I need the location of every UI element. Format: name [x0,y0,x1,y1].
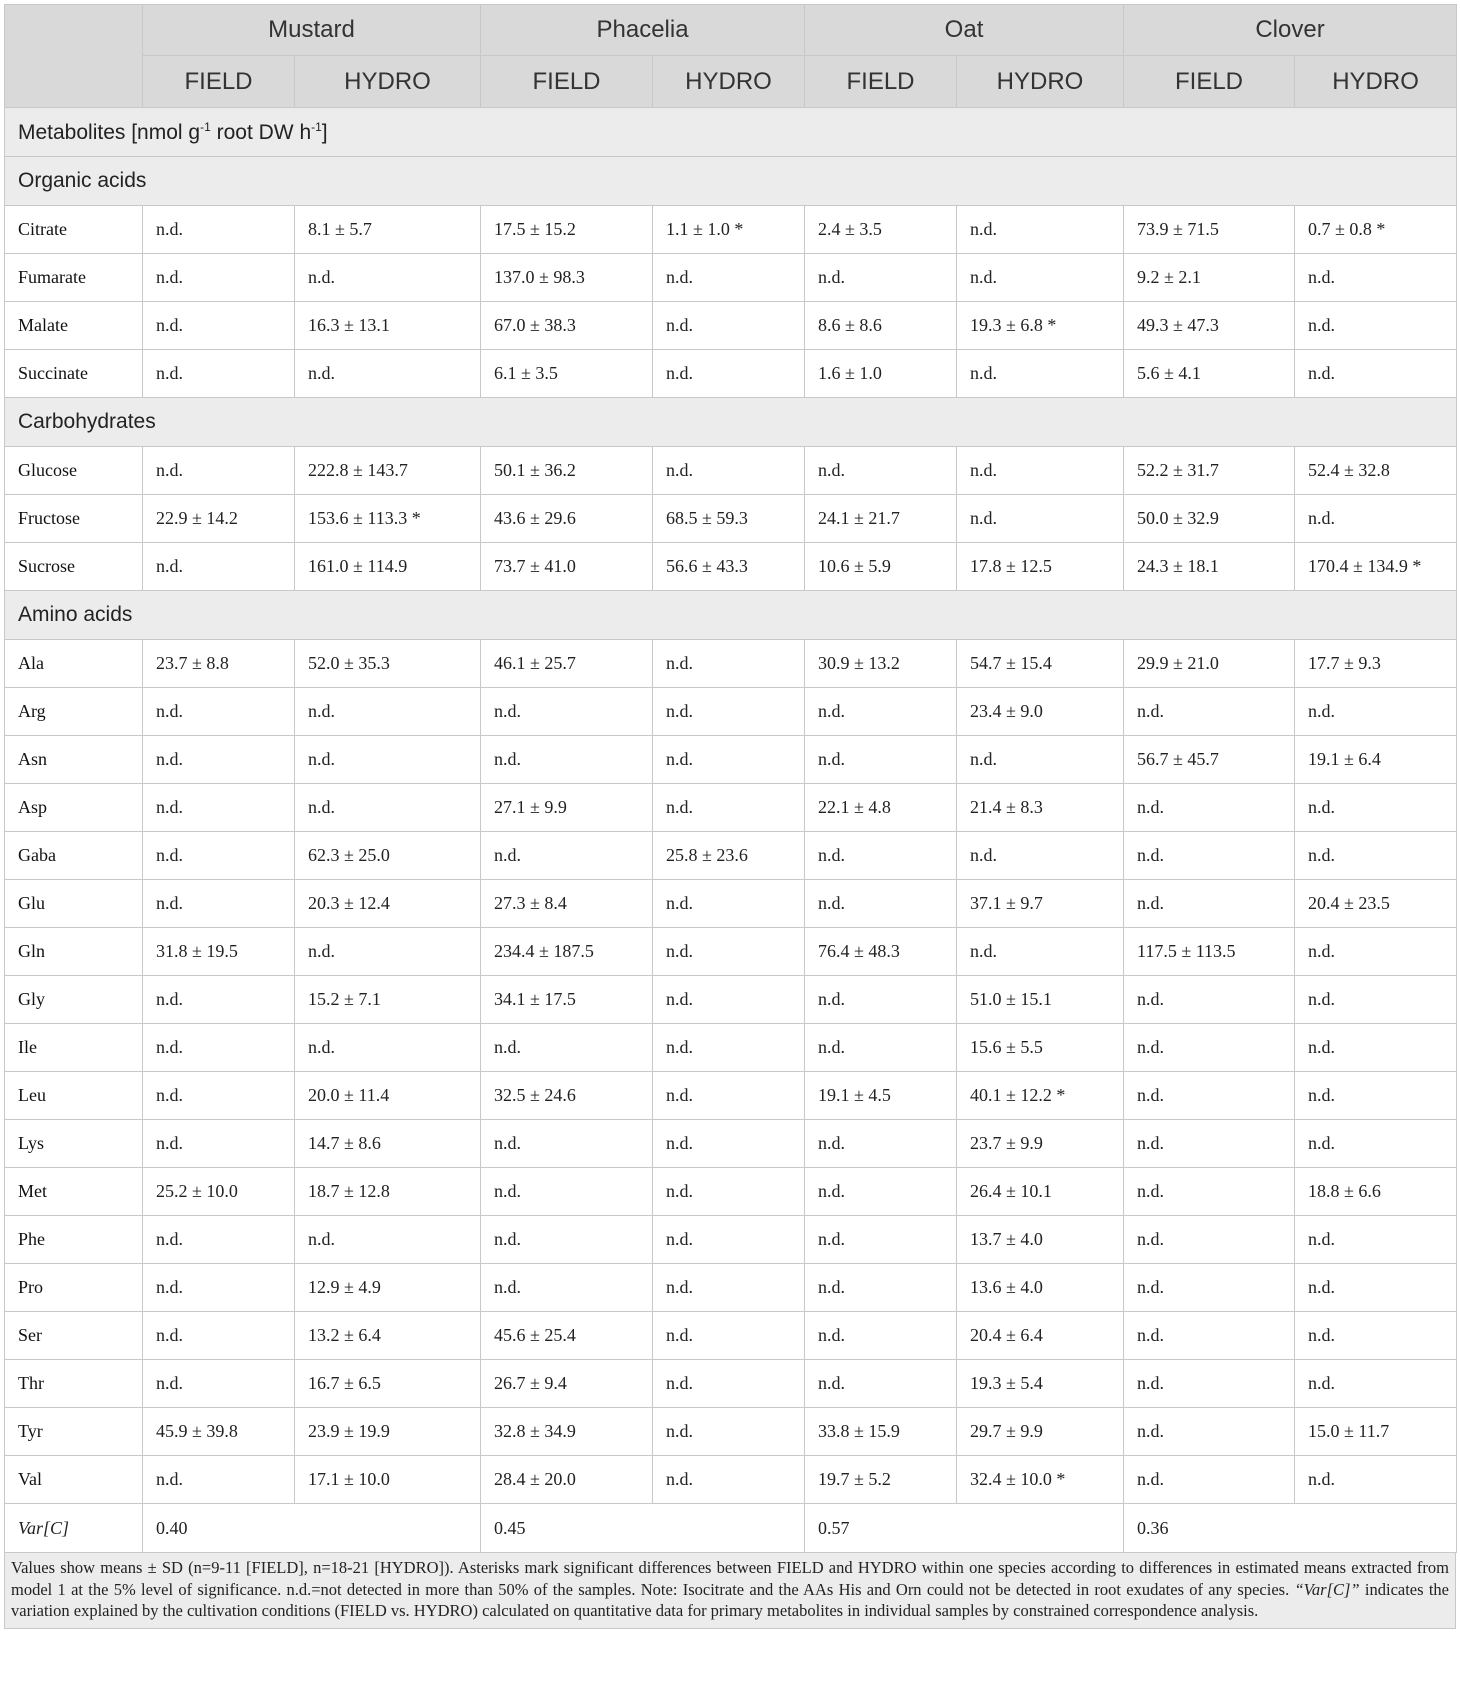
value-cell: 67.0 ± 38.3 [481,302,653,350]
value-cell: 18.8 ± 6.6 [1295,1168,1457,1216]
metabolite-name: Sucrose [5,543,143,591]
value-cell: 45.6 ± 25.4 [481,1312,653,1360]
value-cell: n.d. [295,1216,481,1264]
value-cell: n.d. [1295,254,1457,302]
value-cell: n.d. [653,1216,805,1264]
value-cell: 29.9 ± 21.0 [1124,640,1295,688]
metabolite-name: Pro [5,1264,143,1312]
table-row [5,1120,1457,1168]
value-cell: n.d. [653,1312,805,1360]
value-cell: n.d. [1124,1408,1295,1456]
table-container [4,4,1456,1629]
value-cell: n.d. [143,206,295,254]
value-cell: n.d. [143,736,295,784]
table-row [5,206,1457,254]
footnote-part1: Values show means ± SD (n=9-11 [FIELD], n=18-21 [HYDRO]). Asterisks mark significant differences between FIELD and HYDRO within one species according to differences in estimated means extracted from model 1 at the 5% level of significance. n.d.=not detected in more than 50% of the samples. Note: Isocitrate and the AAs His and Orn could not be detected in root exudates of any species. [11,1558,1449,1599]
value-cell: n.d. [1295,1456,1457,1504]
value-cell: n.d. [295,736,481,784]
value-cell: n.d. [295,928,481,976]
condition-header-field: FIELD [805,56,957,108]
value-cell: n.d. [1124,688,1295,736]
value-cell: 21.4 ± 8.3 [957,784,1124,832]
units-suffix: ] [321,120,328,144]
table-row [5,1312,1457,1360]
value-cell: 73.7 ± 41.0 [481,543,653,591]
value-cell: n.d. [143,447,295,495]
section-title: Carbohydrates [5,398,1457,447]
value-cell: n.d. [143,302,295,350]
table-row [5,302,1457,350]
value-cell: n.d. [1295,976,1457,1024]
table-row [5,447,1457,495]
table-row [5,1024,1457,1072]
value-cell: n.d. [805,447,957,495]
condition-header-hydro: HYDRO [957,56,1124,108]
value-cell: 234.4 ± 187.5 [481,928,653,976]
value-cell: n.d. [653,350,805,398]
value-cell: 56.6 ± 43.3 [653,543,805,591]
value-cell: 0.7 ± 0.8 * [1295,206,1457,254]
value-cell: n.d. [1124,976,1295,1024]
metabolite-name: Leu [5,1072,143,1120]
metabolite-name: Ala [5,640,143,688]
units-middle: root DW h [210,120,312,144]
value-cell: 9.2 ± 2.1 [1124,254,1295,302]
value-cell: n.d. [1124,1456,1295,1504]
value-cell: 22.9 ± 14.2 [143,495,295,543]
value-cell: 52.2 ± 31.7 [1124,447,1295,495]
value-cell: 17.7 ± 9.3 [1295,640,1457,688]
value-cell: n.d. [653,880,805,928]
value-cell: 17.1 ± 10.0 [295,1456,481,1504]
metabolite-name: Citrate [5,206,143,254]
value-cell: n.d. [805,1168,957,1216]
table-row [5,688,1457,736]
value-cell: n.d. [143,1120,295,1168]
value-cell: n.d. [481,1168,653,1216]
value-cell: n.d. [653,302,805,350]
value-cell: n.d. [143,1216,295,1264]
value-cell: n.d. [653,447,805,495]
metabolite-name: Malate [5,302,143,350]
value-cell: n.d. [143,1312,295,1360]
value-cell: n.d. [957,254,1124,302]
table-row [5,1408,1457,1456]
metabolite-name: Gln [5,928,143,976]
value-cell: 15.0 ± 11.7 [1295,1408,1457,1456]
metabolite-name: Phe [5,1216,143,1264]
value-cell: n.d. [1295,1216,1457,1264]
value-cell: n.d. [957,495,1124,543]
var-c-value: 0.57 [805,1504,1124,1553]
value-cell: n.d. [957,447,1124,495]
table-row [5,495,1457,543]
value-cell: 10.6 ± 5.9 [805,543,957,591]
value-cell: 14.7 ± 8.6 [295,1120,481,1168]
value-cell: 16.3 ± 13.1 [295,302,481,350]
value-cell: 15.6 ± 5.5 [957,1024,1124,1072]
value-cell: n.d. [653,688,805,736]
value-cell: 222.8 ± 143.7 [295,447,481,495]
value-cell: 52.4 ± 32.8 [1295,447,1457,495]
value-cell: 25.8 ± 23.6 [653,832,805,880]
metabolite-name: Asp [5,784,143,832]
value-cell: 56.7 ± 45.7 [1124,736,1295,784]
value-cell: n.d. [1124,1072,1295,1120]
value-cell: n.d. [143,1360,295,1408]
value-cell: 2.4 ± 3.5 [805,206,957,254]
value-cell: n.d. [653,1408,805,1456]
value-cell: n.d. [143,350,295,398]
condition-header-hydro: HYDRO [653,56,805,108]
value-cell: 26.7 ± 9.4 [481,1360,653,1408]
value-cell: 37.1 ± 9.7 [957,880,1124,928]
value-cell: n.d. [805,1360,957,1408]
value-cell: n.d. [143,254,295,302]
value-cell: n.d. [295,784,481,832]
var-c-label: Var[C] [5,1504,143,1553]
condition-header-field: FIELD [481,56,653,108]
table-row [5,1360,1457,1408]
table-row [5,880,1457,928]
value-cell: 1.6 ± 1.0 [805,350,957,398]
value-cell: n.d. [1124,1168,1295,1216]
table-row [5,736,1457,784]
table-row [5,1264,1457,1312]
metabolite-name: Lys [5,1120,143,1168]
value-cell: 23.7 ± 9.9 [957,1120,1124,1168]
value-cell: 18.7 ± 12.8 [295,1168,481,1216]
value-cell: n.d. [295,688,481,736]
value-cell: n.d. [143,1264,295,1312]
metabolite-name: Gaba [5,832,143,880]
condition-header-hydro: HYDRO [1295,56,1457,108]
value-cell: n.d. [1295,1264,1457,1312]
value-cell: n.d. [653,1456,805,1504]
value-cell: n.d. [143,880,295,928]
species-header-mustard: Mustard [143,5,481,56]
value-cell: 20.4 ± 6.4 [957,1312,1124,1360]
table-row [5,640,1457,688]
value-cell: 26.4 ± 10.1 [957,1168,1124,1216]
value-cell: n.d. [653,254,805,302]
table-row [5,350,1457,398]
value-cell: 137.0 ± 98.3 [481,254,653,302]
value-cell: n.d. [1295,350,1457,398]
footnote-italic: “Var[C]” [1294,1579,1360,1599]
value-cell: n.d. [957,832,1124,880]
value-cell: n.d. [1295,928,1457,976]
value-cell: 30.9 ± 13.2 [805,640,957,688]
value-cell: n.d. [805,832,957,880]
value-cell: 6.1 ± 3.5 [481,350,653,398]
value-cell: n.d. [805,254,957,302]
section-row [5,157,1457,206]
value-cell: n.d. [1124,1024,1295,1072]
value-cell: 27.3 ± 8.4 [481,880,653,928]
value-cell: 20.4 ± 23.5 [1295,880,1457,928]
species-header-oat: Oat [805,5,1124,56]
value-cell: 13.6 ± 4.0 [957,1264,1124,1312]
value-cell: n.d. [805,1024,957,1072]
value-cell: n.d. [957,350,1124,398]
condition-header-hydro: HYDRO [295,56,481,108]
species-header-clover: Clover [1124,5,1457,56]
value-cell: 52.0 ± 35.3 [295,640,481,688]
table-row [5,976,1457,1024]
value-cell: n.d. [653,1168,805,1216]
value-cell: 32.5 ± 24.6 [481,1072,653,1120]
value-cell: n.d. [653,928,805,976]
value-cell: n.d. [1295,302,1457,350]
metabolite-name: Gly [5,976,143,1024]
value-cell: n.d. [1124,1120,1295,1168]
value-cell: 22.1 ± 4.8 [805,784,957,832]
value-cell: n.d. [481,736,653,784]
table-row [5,832,1457,880]
metabolite-name: Met [5,1168,143,1216]
table-row [5,254,1457,302]
value-cell: 19.7 ± 5.2 [805,1456,957,1504]
value-cell: n.d. [805,688,957,736]
value-cell: 45.9 ± 39.8 [143,1408,295,1456]
value-cell: n.d. [957,206,1124,254]
section-title: Amino acids [5,591,1457,640]
value-cell: n.d. [1124,1360,1295,1408]
species-header-phacelia: Phacelia [481,5,805,56]
value-cell: n.d. [1295,1120,1457,1168]
value-cell: n.d. [481,1216,653,1264]
value-cell: n.d. [653,784,805,832]
value-cell: n.d. [653,1120,805,1168]
value-cell: 8.6 ± 8.6 [805,302,957,350]
value-cell: n.d. [957,928,1124,976]
value-cell: n.d. [1295,784,1457,832]
value-cell: 25.2 ± 10.0 [143,1168,295,1216]
value-cell: n.d. [1295,1360,1457,1408]
value-cell: 54.7 ± 15.4 [957,640,1124,688]
value-cell: 20.0 ± 11.4 [295,1072,481,1120]
value-cell: n.d. [1124,832,1295,880]
value-cell: 76.4 ± 48.3 [805,928,957,976]
header-corner [5,5,143,108]
value-cell: n.d. [481,1120,653,1168]
value-cell: 13.2 ± 6.4 [295,1312,481,1360]
value-cell: n.d. [805,1264,957,1312]
value-cell: 29.7 ± 9.9 [957,1408,1124,1456]
value-cell: n.d. [1124,1216,1295,1264]
value-cell: n.d. [1295,1312,1457,1360]
table-row [5,1456,1457,1504]
value-cell: 1.1 ± 1.0 * [653,206,805,254]
value-cell: n.d. [805,736,957,784]
value-cell: 20.3 ± 12.4 [295,880,481,928]
value-cell: 34.1 ± 17.5 [481,976,653,1024]
value-cell: 62.3 ± 25.0 [295,832,481,880]
value-cell: n.d. [1295,495,1457,543]
value-cell: 28.4 ± 20.0 [481,1456,653,1504]
value-cell: 13.7 ± 4.0 [957,1216,1124,1264]
value-cell: 43.6 ± 29.6 [481,495,653,543]
metabolite-name: Ser [5,1312,143,1360]
metabolite-name: Glucose [5,447,143,495]
value-cell: 24.1 ± 21.7 [805,495,957,543]
value-cell: 27.1 ± 9.9 [481,784,653,832]
species-header-row [5,5,1457,56]
table-body [5,108,1457,1553]
value-cell: n.d. [1295,832,1457,880]
value-cell: 5.6 ± 4.1 [1124,350,1295,398]
units-exp1: -1 [200,119,211,134]
value-cell: n.d. [653,1024,805,1072]
table-row [5,1168,1457,1216]
value-cell: 23.9 ± 19.9 [295,1408,481,1456]
table-row [5,928,1457,976]
value-cell: 51.0 ± 15.1 [957,976,1124,1024]
value-cell: n.d. [143,1024,295,1072]
units-heading [5,108,1457,157]
value-cell: n.d. [1124,880,1295,928]
value-cell: 12.9 ± 4.9 [295,1264,481,1312]
table-row [5,784,1457,832]
value-cell: 19.3 ± 6.8 * [957,302,1124,350]
value-cell: n.d. [143,784,295,832]
metabolites-table [4,4,1457,1553]
units-heading-row [5,108,1457,157]
metabolite-name: Val [5,1456,143,1504]
metabolite-name: Fumarate [5,254,143,302]
value-cell: n.d. [143,1072,295,1120]
value-cell: n.d. [295,350,481,398]
value-cell: n.d. [805,976,957,1024]
value-cell: 117.5 ± 113.5 [1124,928,1295,976]
table-row [5,1216,1457,1264]
value-cell: 32.4 ± 10.0 * [957,1456,1124,1504]
value-cell: 19.3 ± 5.4 [957,1360,1124,1408]
value-cell: 33.8 ± 15.9 [805,1408,957,1456]
metabolite-name: Tyr [5,1408,143,1456]
value-cell: 170.4 ± 134.9 * [1295,543,1457,591]
metabolite-name: Succinate [5,350,143,398]
value-cell: n.d. [1295,1072,1457,1120]
table-row [5,543,1457,591]
value-cell: 50.1 ± 36.2 [481,447,653,495]
condition-header-field: FIELD [143,56,295,108]
section-row [5,591,1457,640]
var-c-value: 0.45 [481,1504,805,1553]
value-cell: 49.3 ± 47.3 [1124,302,1295,350]
value-cell: 8.1 ± 5.7 [295,206,481,254]
metabolite-name: Glu [5,880,143,928]
value-cell: 31.8 ± 19.5 [143,928,295,976]
units-prefix: Metabolites [nmol g [18,120,201,144]
value-cell: 19.1 ± 6.4 [1295,736,1457,784]
value-cell: n.d. [295,254,481,302]
value-cell: 73.9 ± 71.5 [1124,206,1295,254]
value-cell: 15.2 ± 7.1 [295,976,481,1024]
value-cell: 17.8 ± 12.5 [957,543,1124,591]
value-cell: n.d. [143,832,295,880]
value-cell: n.d. [143,688,295,736]
value-cell: 16.7 ± 6.5 [295,1360,481,1408]
metabolite-name: Arg [5,688,143,736]
metabolite-name: Thr [5,1360,143,1408]
table-footnote [4,1553,1456,1629]
value-cell: n.d. [1124,1264,1295,1312]
value-cell: n.d. [1295,688,1457,736]
value-cell: n.d. [805,1312,957,1360]
value-cell: 24.3 ± 18.1 [1124,543,1295,591]
value-cell: 68.5 ± 59.3 [653,495,805,543]
value-cell: n.d. [653,736,805,784]
value-cell: n.d. [143,1456,295,1504]
value-cell: n.d. [653,1360,805,1408]
value-cell: n.d. [143,543,295,591]
value-cell: 17.5 ± 15.2 [481,206,653,254]
metabolite-name: Fructose [5,495,143,543]
value-cell: n.d. [481,1264,653,1312]
value-cell: n.d. [481,688,653,736]
var-c-value: 0.36 [1124,1504,1457,1553]
value-cell: n.d. [143,976,295,1024]
value-cell: 50.0 ± 32.9 [1124,495,1295,543]
value-cell: n.d. [1124,1312,1295,1360]
value-cell: n.d. [805,1216,957,1264]
value-cell: 23.7 ± 8.8 [143,640,295,688]
var-c-row [5,1504,1457,1553]
value-cell: n.d. [653,1264,805,1312]
value-cell: 32.8 ± 34.9 [481,1408,653,1456]
condition-header-field: FIELD [1124,56,1295,108]
footnote-part2: indicates the variation explained by the cultivation conditions (FIELD vs. HYDRO) calculated on quantitative data for primary metabolites in individual samples by constrained correspondence analysis. [11,1579,1449,1620]
metabolite-name: Asn [5,736,143,784]
value-cell: 153.6 ± 113.3 * [295,495,481,543]
value-cell: n.d. [653,1072,805,1120]
var-c-value: 0.40 [143,1504,481,1553]
metabolite-name: Ile [5,1024,143,1072]
table-row [5,1072,1457,1120]
value-cell: n.d. [1124,784,1295,832]
value-cell: n.d. [805,880,957,928]
value-cell: n.d. [295,1024,481,1072]
value-cell: n.d. [1295,1024,1457,1072]
value-cell: n.d. [481,832,653,880]
value-cell: n.d. [653,976,805,1024]
value-cell: n.d. [957,736,1124,784]
value-cell: 19.1 ± 4.5 [805,1072,957,1120]
value-cell: n.d. [805,1120,957,1168]
value-cell: n.d. [481,1024,653,1072]
units-exp2: -1 [311,119,322,134]
value-cell: 161.0 ± 114.9 [295,543,481,591]
section-title: Organic acids [5,157,1457,206]
condition-header-row [5,56,1457,108]
value-cell: 46.1 ± 25.7 [481,640,653,688]
value-cell: 40.1 ± 12.2 * [957,1072,1124,1120]
value-cell: n.d. [653,640,805,688]
section-row [5,398,1457,447]
value-cell: 23.4 ± 9.0 [957,688,1124,736]
